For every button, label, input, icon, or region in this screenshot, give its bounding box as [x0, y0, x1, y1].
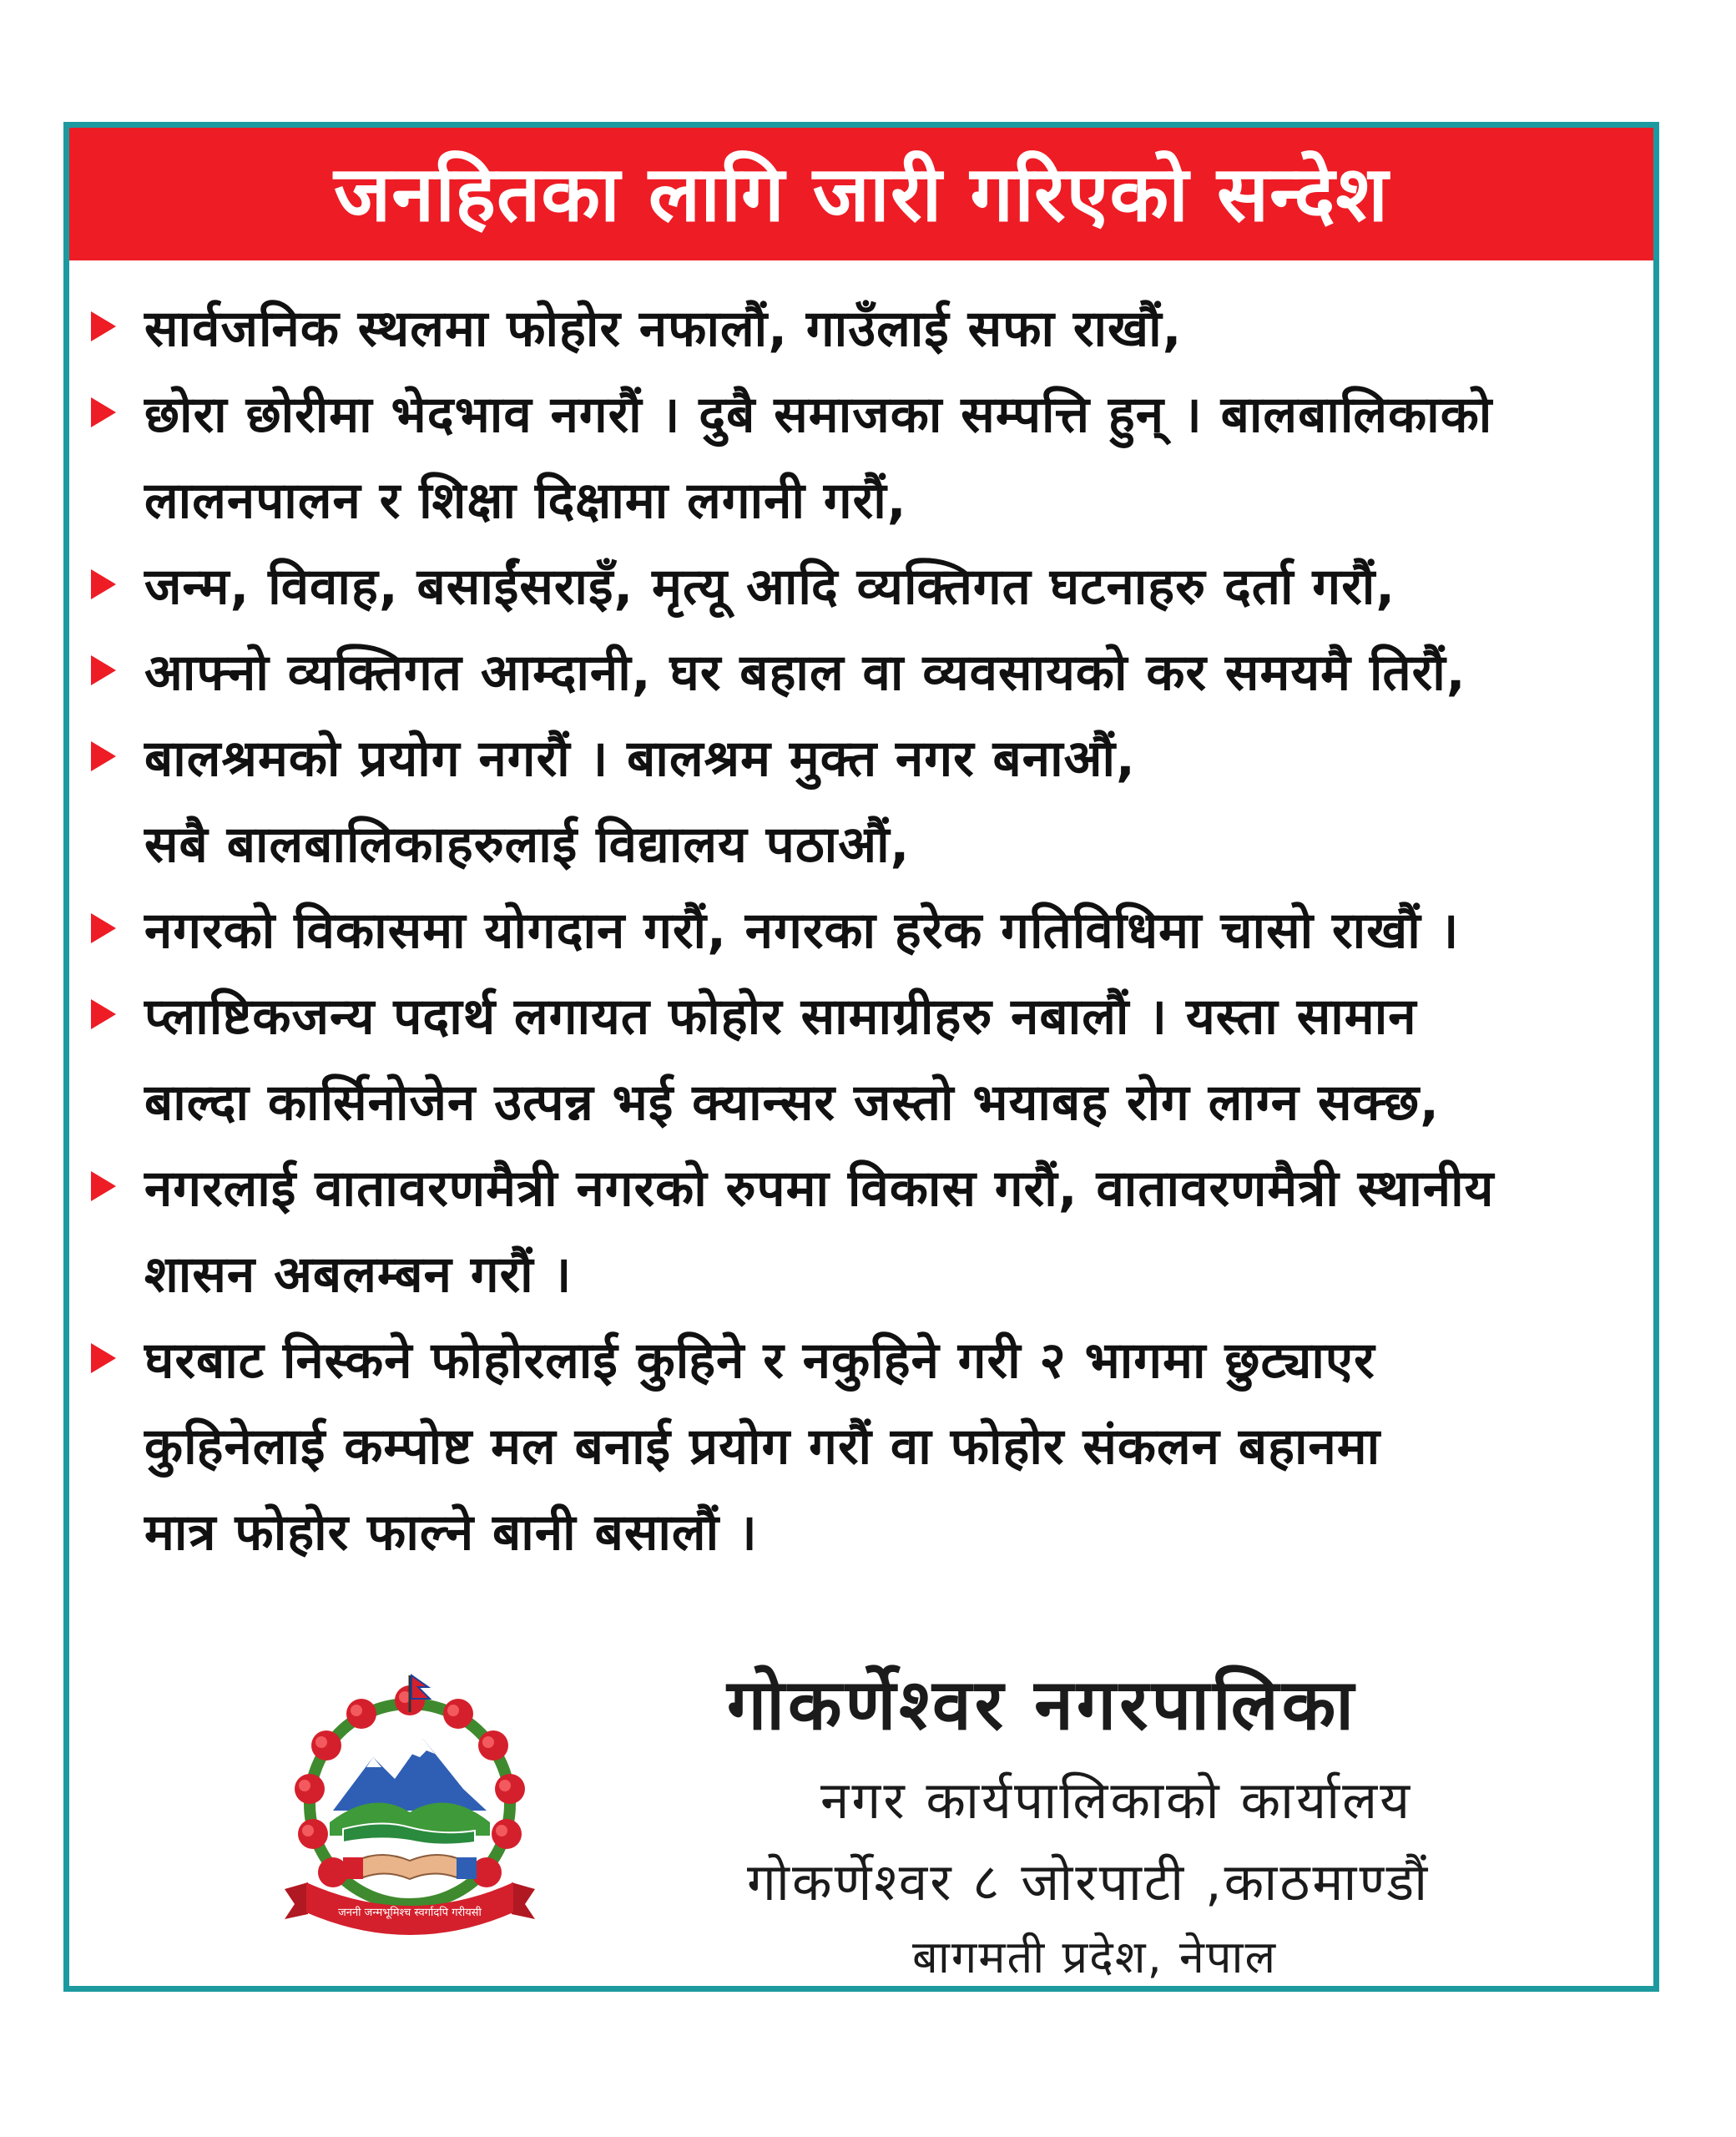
notice-frame	[63, 122, 1659, 1992]
message-line: सार्वजनिक स्थलमा फोहोर नफालौं, गाउँलाई सफा राखौं,	[144, 300, 1183, 358]
triangle-bullet-icon	[91, 569, 116, 599]
message-line: जन्म, विवाह, बसाईंसराइँ, मृत्यू आदि व्यक्तिगत घटनाहरु दर्ता गरौं,	[144, 558, 1396, 616]
triangle-bullet-icon	[91, 741, 116, 771]
message-line: लालनपालन र शिक्षा दिक्षामा लगानी गरौं,	[144, 472, 907, 530]
notice-title: जनहितका लागि जारी गरिएको सन्देश	[333, 149, 1390, 239]
message-line: मात्र फोहोर फाल्ने बानी बसालौं ।	[144, 1503, 758, 1562]
message-item	[84, 888, 1653, 974]
message-line: घरबाट निस्कने फोहोरलाई कुहिने र नकुहिने गरी २ भागमा छुट्याएर	[144, 1331, 1375, 1390]
title-banner	[69, 128, 1653, 260]
org-name: गोकर्णेश्वर नगरपालिका	[727, 1664, 1358, 1745]
triangle-bullet-icon	[91, 655, 116, 685]
message-line: कुहिनेलाई कम्पोष्ट मल बनाई प्रयोग गरौं वा फोहोर संकलन बहानमा	[144, 1417, 1381, 1476]
message-line: नगरलाई वातावरणमैत्री नगरको रुपमा विकास गरौं, वातावरणमैत्री स्थानीय	[144, 1159, 1495, 1218]
emblem-motto: जननी जन्मभूमिश्च स्वर्गादपि गरीयसी	[338, 1907, 482, 1919]
triangle-bullet-icon	[91, 999, 116, 1029]
triangle-bullet-icon	[91, 913, 116, 943]
triangle-bullet-icon	[91, 1171, 116, 1201]
message-item	[84, 1146, 1653, 1318]
message-list	[84, 286, 1653, 1576]
message-item	[84, 630, 1653, 716]
message-line: प्लाष्टिकजन्य पदार्थ लगायत फोहोर सामाग्रीहरु नबालौं । यस्ता सामान	[144, 988, 1417, 1046]
nepal-government-emblem-icon	[256, 1664, 563, 1944]
motto-ribbon	[285, 1882, 535, 1935]
message-item	[84, 716, 1653, 888]
message-item	[84, 372, 1653, 544]
triangle-bullet-icon	[91, 1343, 116, 1373]
org-address: गोकर्णेश्वर ८ जोरपाटी ,काठमाण्डौं	[747, 1852, 1431, 1912]
message-line: शासन अबलम्बन गरौं ।	[144, 1245, 573, 1304]
message-item	[84, 1318, 1653, 1576]
message-line: सबै बालबालिकाहरुलाई विद्यालय पठाऔं,	[144, 816, 911, 874]
message-item	[84, 544, 1653, 630]
message-line: आफ्नो व्यक्तिगत आम्दानी, घर बहाल वा व्यवसायको कर समयमै तिरौं,	[144, 644, 1466, 702]
message-line: छोरा छोरीमा भेदभाव नगरौं । दुबै समाजका सम्पत्ति हुन् । बालबालिकाको	[144, 386, 1493, 444]
triangle-bullet-icon	[91, 311, 116, 341]
message-line: बाल्दा कार्सिनोजेन उत्पन्न भई क्यान्सर जस्तो भयाबह रोग लाग्न सक्छ,	[144, 1074, 1440, 1132]
triangle-bullet-icon	[91, 397, 116, 427]
message-line: नगरको विकासमा योगदान गरौं, नगरका हरेक गतिविधिमा चासो राखौं ।	[144, 902, 1460, 960]
message-item	[84, 974, 1653, 1146]
org-office: नगर कार्यपालिकाको कार्यालय	[820, 1770, 1413, 1831]
message-line: बालश्रमको प्रयोग नगरौं । बालश्रम मुक्त नगर बनाऔं,	[144, 730, 1136, 788]
message-item	[84, 286, 1653, 372]
org-province: बागमती प्रदेश, नेपाल	[912, 1931, 1278, 1983]
footer	[69, 1630, 1653, 1981]
